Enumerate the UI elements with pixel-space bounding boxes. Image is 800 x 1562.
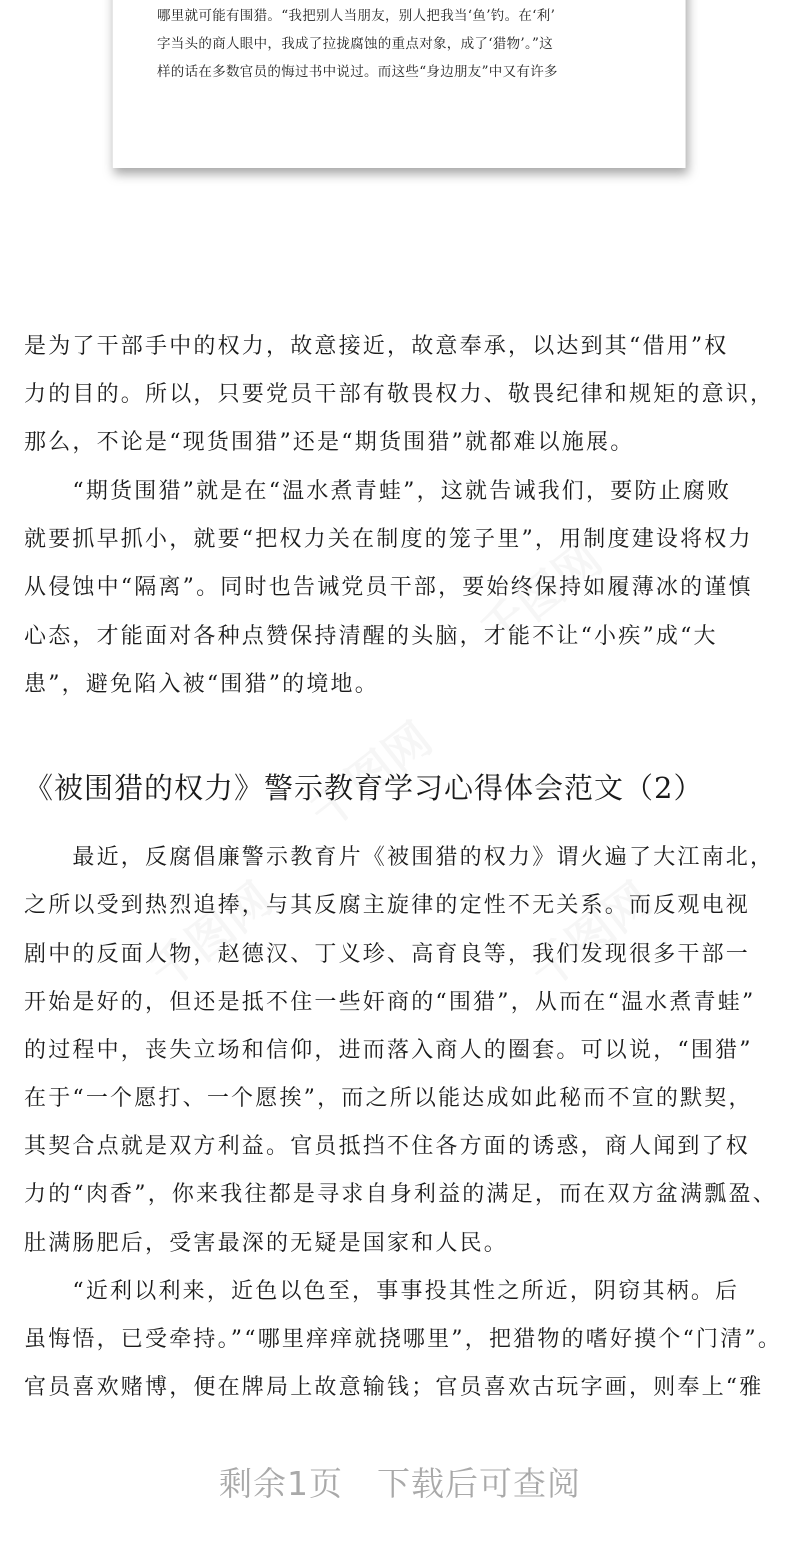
text-line: 最近，反腐倡廉警示教育片《被围猎的权力》谓火遍了大江南北， [24, 845, 775, 870]
text-line: 力的“肉香”，你来我往都是寻求自身利益的满足，而在双方盆满瓢盈、 [24, 1182, 777, 1207]
text-line: 就要抓早抓小，就要“把权力关在制度的笼子里”，用制度建设将权力 [24, 527, 753, 552]
text-line: 是为了干部手中的权力，故意接近，故意奉承，以达到其“借用”权 [24, 334, 729, 359]
preview-line: 哪里就可能有围猎。“我把别人当朋友，别人把我当‘鱼’钓。在‘利’ [157, 8, 556, 24]
text-line: 力的目的。所以，只要党员干部有敬畏权力、敬畏纪律和规矩的意识， [24, 382, 775, 407]
text-line: 虽悔悟，已受牵持。”“哪里痒痒就挠哪里”，把猎物的嗜好摸个“门清”。 [24, 1327, 783, 1352]
text-line: “期货围猎”就是在“温水煮青蛙”，这就告诫我们，要防止腐败 [24, 479, 732, 504]
text-line: 患”，避免陷入被“围猎”的境地。 [24, 672, 379, 697]
text-line: 在于“一个愿打、一个愿挨”，而之所以能达成如此秘而不宣的默契， [24, 1086, 753, 1111]
text-line: “近利以利来，近色以色至，事事投其性之所近，阴窃其柄。后 [24, 1279, 740, 1304]
text-line: 开始是好的，但还是抵不住一些奸商的“围猎”，从而在“温水煮青蛙” [24, 990, 756, 1015]
page-preview-card [112, 0, 686, 168]
text-line: 心态，才能面对各种点赞保持清醒的头脑，才能不让“小疾”成“大 [24, 624, 718, 649]
watermark-logo [134, 865, 283, 1002]
preview-line: 字当头的商人眼中，我成了拉拢腐蚀的重点对象，成了‘猎物’。”这 [157, 36, 554, 52]
text-line: 其契合点就是双方利益。官员抵挡不住各方面的诱惑，商人闻到了权 [24, 1134, 751, 1159]
preview-line: 样的话在多数官员的悔过书中说过。而这些“身边朋友”中又有许多 [157, 64, 558, 80]
text-line: 剧中的反面人物，赵德汉、丁义珍、高育良等，我们发现很多干部一 [24, 942, 751, 967]
text-line: 肚满肠肥后，受害最深的无疑是国家和人民。 [24, 1231, 509, 1256]
text-line: 从侵蚀中“隔离”。同时也告诫党员干部，要始终保持如履薄冰的谨慎 [24, 575, 753, 600]
download-prompt[interactable]: 剩余1页 下载后可查阅 [219, 1464, 581, 1503]
text-line: 那么，不论是“现货围猎”还是“期货围猎”就都难以施展。 [24, 430, 635, 455]
section-title: 《被围猎的权力》警示教育学习心得体会范文（2） [24, 771, 704, 805]
watermark-logo [514, 865, 663, 1002]
text-line: 官员喜欢赌博，便在牌局上故意输钱；官员喜欢古玩字画，则奉上“雅 [24, 1375, 764, 1400]
text-line: 之所以受到热烈追捧，与其反腐主旋律的定性不无关系。而反观电视 [24, 893, 751, 918]
text-line: 的过程中，丧失立场和信仰，进而落入商人的圈套。可以说，“围猎” [24, 1038, 753, 1063]
